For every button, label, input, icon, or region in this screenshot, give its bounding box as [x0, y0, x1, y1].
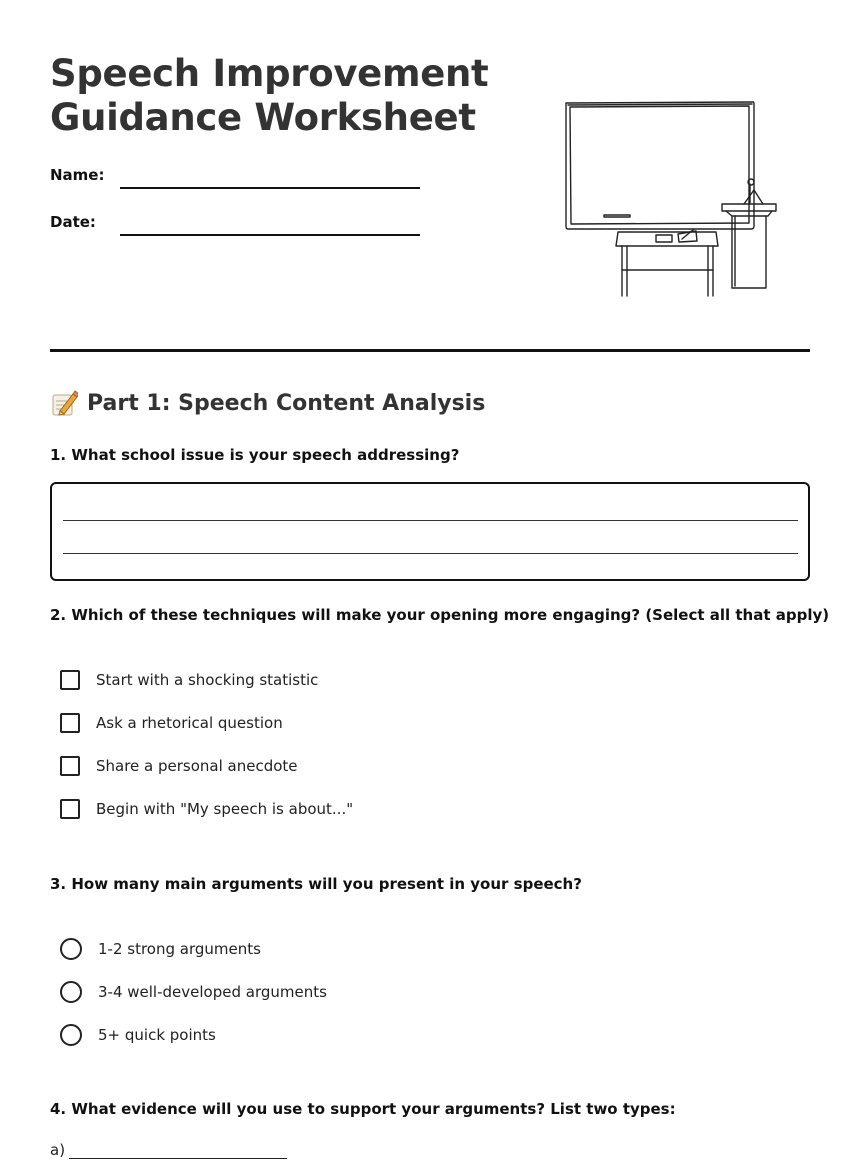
- answer-blank-a[interactable]: [69, 1144, 287, 1159]
- checkbox[interactable]: [60, 799, 80, 819]
- option-label: 1-2 strong arguments: [98, 940, 261, 958]
- part1-heading: [50, 389, 485, 417]
- option-label: Share a personal anecdote: [96, 757, 298, 775]
- answer-line-1: [63, 520, 798, 521]
- section-divider: [50, 349, 810, 352]
- worksheet-title: [50, 52, 488, 140]
- question-4: 4. What evidence will you use to support your arguments? List two types:: [50, 1100, 676, 1118]
- option-label: 5+ quick points: [98, 1026, 216, 1044]
- radio-button[interactable]: [60, 981, 82, 1003]
- radio-button[interactable]: [60, 1024, 82, 1046]
- option-label: Ask a rhetorical question: [96, 714, 283, 732]
- radio-button[interactable]: [60, 938, 82, 960]
- name-label: Name:: [50, 166, 105, 184]
- q2-option-anecdote[interactable]: [60, 756, 298, 776]
- question-3: 3. How many main arguments will you present in your speech?: [50, 875, 582, 893]
- option-label: Start with a shocking statistic: [96, 671, 319, 689]
- q4-answer-a: [50, 1141, 287, 1159]
- checkbox[interactable]: [60, 713, 80, 733]
- title-line-2: Guidance Worksheet: [50, 96, 476, 139]
- q2-option-rhetorical[interactable]: [60, 713, 283, 733]
- q3-option-3-4[interactable]: [60, 981, 327, 1003]
- q2-option-about[interactable]: [60, 799, 353, 819]
- option-label: Begin with "My speech is about...": [96, 800, 354, 818]
- checkbox[interactable]: [60, 756, 80, 776]
- item-label-a: a): [50, 1141, 66, 1159]
- q2-option-statistic[interactable]: [60, 670, 318, 690]
- checkbox[interactable]: [60, 670, 80, 690]
- answer-box-q1[interactable]: [50, 482, 810, 581]
- memo-pencil-icon: [50, 389, 78, 417]
- date-field-line[interactable]: [120, 234, 420, 236]
- option-label: 3-4 well-developed arguments: [98, 983, 327, 1001]
- q3-option-1-2[interactable]: [60, 938, 261, 960]
- question-1: 1. What school issue is your speech addressing?: [50, 446, 460, 464]
- part1-title: Part 1: Speech Content Analysis: [87, 390, 486, 416]
- answer-line-2: [63, 553, 798, 554]
- title-line-1: Speech Improvement: [50, 52, 489, 95]
- classroom-whiteboard-podium-illustration: [560, 98, 782, 300]
- question-2: 2. Which of these techniques will make your opening more engaging? (Select all that apply): [50, 606, 830, 624]
- name-field-line[interactable]: [120, 187, 420, 189]
- date-label: Date:: [50, 213, 96, 231]
- q3-option-5plus[interactable]: [60, 1024, 216, 1046]
